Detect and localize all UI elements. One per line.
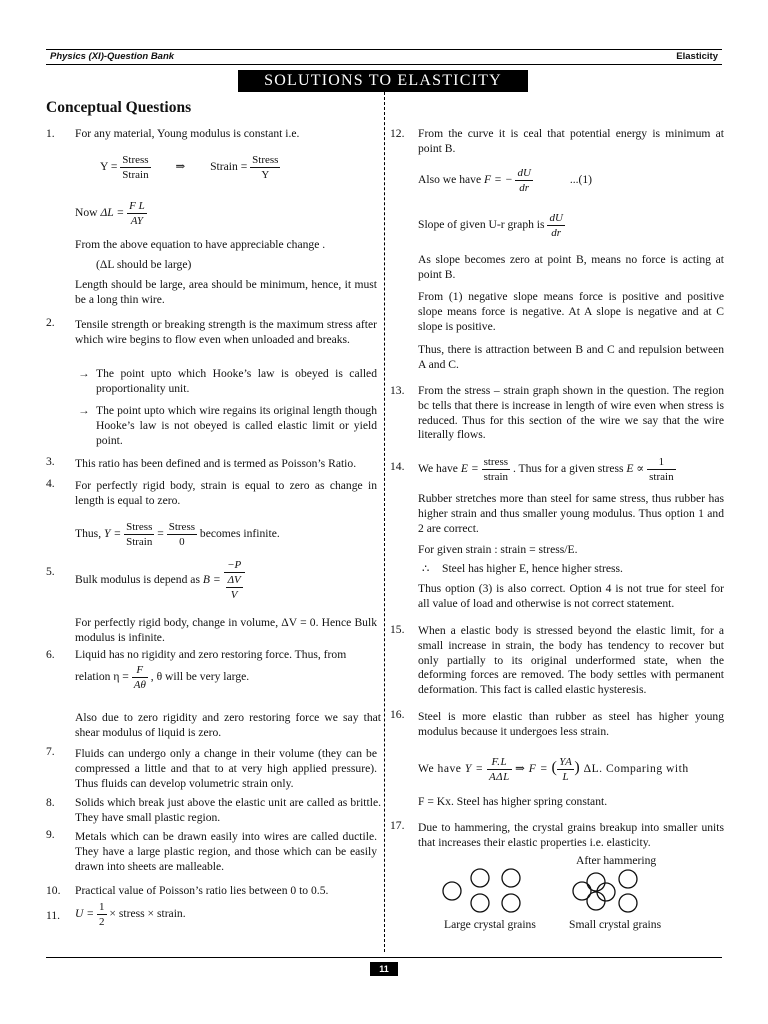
large-grain xyxy=(471,869,489,887)
q12-t2: From (1) negative slope means force is positive and positive slope means force is negative. At A slope is negative and at C slope is positive. xyxy=(418,290,724,333)
q1-numerator-2: Stress xyxy=(250,153,280,168)
q12-t3: Thus, there is attraction between B and C and repulsion between A and C. xyxy=(418,343,724,371)
q14-t1: Rubber stretches more than steel for same stress, thus rubber has higher strain and thus smaller young modulus. Thus option 1 and 2 are correct. xyxy=(418,492,724,535)
q16-fl: F.L xyxy=(487,755,512,770)
q14-e-eq: E = xyxy=(460,462,479,476)
small-grain xyxy=(587,873,605,891)
q12-slope: Slope of given U-r graph is xyxy=(418,218,545,232)
q11-half-fraction xyxy=(97,900,107,929)
q1-ay: AY xyxy=(130,215,144,228)
q14-t4: Thus option (3) is also correct. Option 4 is not true for steel for all value of load and otherwise is not correct statement. xyxy=(418,582,724,610)
q12-f-eq: F = − xyxy=(484,173,513,187)
q1-dl-eq: ΔL = xyxy=(100,206,125,220)
q6-theta: , θ xyxy=(150,670,163,684)
header-book-title: Physics (XI)-Question Bank xyxy=(50,51,175,62)
q2-bullet2-arrow: → xyxy=(78,404,90,417)
small-grain xyxy=(619,894,637,912)
q17-small-label: Small crystal grains xyxy=(569,918,662,931)
q2-text: Tensile strength or breaking strength is the maximum stress after which wire begins to flow even when unloaded and breaks. xyxy=(75,318,377,346)
q13-number: 13. xyxy=(390,384,405,397)
q5-text2: For perfectly rigid body, change in volume, ΔV = 0. Hence Bulk modulus is infinite. xyxy=(75,616,377,644)
q16-implies-f: ⇒ F = xyxy=(515,762,549,776)
q17-large-label: Large crystal grains xyxy=(444,918,536,931)
q7-text: Fluids can undergo only a change in their volume (they can be compressed a little and that to at very high applied pressure). Thus fluids can develop volumetric strain only. xyxy=(75,747,377,790)
small-grains xyxy=(573,870,637,912)
column-divider xyxy=(384,92,385,952)
q6-f: F xyxy=(132,663,148,678)
q11-u-eq: U = xyxy=(75,907,95,921)
q14-t3: Steel has higher E, hence higher stress. xyxy=(442,562,623,575)
section-title: Conceptual Questions xyxy=(46,99,192,116)
q1-intro: For any material, Young modulus is constant i.e. xyxy=(75,127,300,140)
q16-adl: AΔL xyxy=(488,771,510,784)
q1-text2: (ΔL should be large) xyxy=(96,258,192,271)
q6-eta-eq: η = xyxy=(113,670,129,684)
q12-formula-slope xyxy=(418,211,724,240)
q4-text: For perfectly rigid body, strain is equal to zero as change in length is equal to zero. xyxy=(75,479,377,507)
q15-number: 15. xyxy=(390,623,405,636)
q16-text: Steel is more elastic than rubber as steel has higher young modulus because it undergoes less strain. xyxy=(418,710,724,738)
q1-formula-dl xyxy=(75,199,275,228)
q15-text: When a elastic body is stressed beyond the elastic limit, for a small increase in strain, the body has tendency to recover but only partially to its original underformed state, when the deforming forces are removed. The body settles with permanent deformation. This fact is called elastic hysteresis. xyxy=(418,624,724,697)
q9-text: Metals which can be drawn easily into wires are called ductile. They have a large plastic region, and those which can be easily drawn into sheets are malleable. xyxy=(75,830,377,873)
q10-number: 10. xyxy=(46,884,61,897)
q3-number: 3. xyxy=(46,455,55,468)
crystal-grains-diagram xyxy=(436,866,666,918)
q4-eq: = xyxy=(157,527,164,541)
q11-two: 2 xyxy=(99,916,105,929)
q8-number: 8. xyxy=(46,796,55,809)
q5-dv: ΔV xyxy=(226,573,243,588)
q5-np: −P xyxy=(224,558,245,573)
q14-t2: For given strain : strain = stress/E. xyxy=(418,543,578,556)
q16-y-eq: Y = xyxy=(464,762,484,776)
q4-formula xyxy=(75,520,375,549)
solutions-banner: SOLUTIONS TO ELASTICITY xyxy=(238,70,528,92)
q17-after-label: After hammering xyxy=(576,854,657,867)
large-grain xyxy=(443,882,461,900)
q1-fl-ay-fraction xyxy=(127,199,147,228)
q14-strain: strain xyxy=(483,471,509,484)
large-grain xyxy=(502,894,520,912)
q1-stress-y-fraction xyxy=(250,153,280,182)
q14-therefore: ∴ xyxy=(422,562,430,575)
q12-number: 12. xyxy=(390,127,405,140)
q12-formula-force xyxy=(418,166,724,195)
q5-number: 5. xyxy=(46,565,55,578)
q12-equation-tag: ...(1) xyxy=(569,173,593,187)
q6-end: will be very large. xyxy=(165,670,250,684)
q5-dv-v xyxy=(224,573,245,602)
large-grain xyxy=(502,869,520,887)
small-grain xyxy=(587,892,605,910)
q12-du-2: dU xyxy=(547,211,564,226)
q2-bullet1-arrow: → xyxy=(78,367,90,380)
q1-formula-young xyxy=(100,153,380,182)
q1-denominator: Strain xyxy=(122,169,149,182)
q16-we-have: We have xyxy=(418,762,462,776)
q16-l: L xyxy=(562,771,570,784)
q14-strain2: strain xyxy=(649,471,674,484)
q6-fraction xyxy=(132,663,148,692)
q6-text: Liquid has no rigidity and zero restoring force. Thus, from xyxy=(75,648,347,661)
q14-mid: . Thus for a given stress xyxy=(512,462,624,476)
q3-text: This ratio has been defined and is termed as Poisson’s Ratio. xyxy=(75,457,357,470)
q16-t2: F = Kx. Steel has higher spring constant. xyxy=(418,795,608,808)
q14-one: 1 xyxy=(647,455,675,470)
q4-thus: Thus, xyxy=(75,527,102,541)
q11-formula xyxy=(75,900,375,929)
q4-stress-zero-fraction xyxy=(167,520,197,549)
q5-fraction xyxy=(224,558,245,602)
q1-text1: From the above equation to have appreciable change . xyxy=(75,238,326,251)
q16-ya: YA xyxy=(557,755,574,770)
q12-slope-fraction xyxy=(547,211,564,240)
q16-ya-l-fraction xyxy=(557,755,574,784)
q16-fl-adl-fraction xyxy=(487,755,512,784)
q12-dr: dr xyxy=(519,182,530,195)
q4-den2: 0 xyxy=(179,536,185,549)
q2-bullet2: The point upto which wire regains its original length though Hooke’s law is not obeyed is called elastic limit or yield point. xyxy=(96,404,377,447)
q11-one: 1 xyxy=(97,900,107,915)
q4-end: becomes infinite. xyxy=(199,527,280,541)
q6-atheta: Aθ xyxy=(133,679,146,692)
q5-formula xyxy=(75,558,375,602)
q8-text: Solids which break just above the elastic unit are called as brittle. They have small plastic region. xyxy=(75,796,381,824)
small-grain xyxy=(619,870,637,888)
q16-dl-comparing: ΔL. Comparing with xyxy=(583,762,689,776)
q6-number: 6. xyxy=(46,648,55,661)
small-grain xyxy=(597,883,615,901)
q17-text: Due to hammering, the crystal grains breakup into smaller units that increases their elastic properties i.e. elasticity. xyxy=(418,821,724,849)
q14-stress-strain-fraction xyxy=(482,455,510,484)
large-grain xyxy=(471,894,489,912)
q14-stress: stress xyxy=(482,455,510,470)
q6-text2: Also due to zero rigidity and zero restoring force we say that shear modulus of liquid is zero. xyxy=(75,711,381,739)
q10-text: Practical value of Poisson’s ratio lies between 0 to 0.5. xyxy=(75,884,329,897)
large-grains xyxy=(443,869,520,912)
q1-denominator-2: Y xyxy=(261,169,270,182)
q1-numerator: Stress xyxy=(120,153,150,168)
q13-text: From the stress – strain graph shown in the question. The region bc tells that there is increase in length of wire even when stress is reduced. Thus for this section of the wire we say that the wire literally flows. xyxy=(418,384,724,442)
q12-dr-2: dr xyxy=(551,227,562,240)
q5-text: Bulk modulus is depend as xyxy=(75,572,200,586)
q12-du: dU xyxy=(515,166,532,181)
q4-y-eq: Y = xyxy=(104,527,122,541)
q12-text: From the curve it is ceal that potential energy is minimum at point B. xyxy=(418,127,724,155)
q1-now: Now xyxy=(75,206,98,220)
q9-number: 9. xyxy=(46,828,55,841)
q16-number: 16. xyxy=(390,708,405,721)
q5-v: V xyxy=(230,589,238,602)
q17-number: 17. xyxy=(390,819,405,832)
q7-number: 7. xyxy=(46,745,55,758)
q2-bullet1: The point upto which Hooke’s law is obeyed is called proportionality unit. xyxy=(96,367,377,395)
page-header xyxy=(46,49,722,65)
q4-stress-strain-fraction xyxy=(124,520,154,549)
q11-number: 11. xyxy=(46,909,61,922)
q12-du-dr-fraction xyxy=(515,166,532,195)
q1-strain-eq: Strain = xyxy=(210,160,248,174)
q4-num1: Stress xyxy=(124,520,154,535)
q14-number: 14. xyxy=(390,460,405,473)
q1-fl: F L xyxy=(127,199,147,214)
q14-prop: E ∝ xyxy=(626,462,645,476)
q1-text3: Length should be large, area should be minimum, hence, it must be a long thin wire. xyxy=(75,278,377,306)
q12-t1: As slope becomes zero at point B, means no force is acting at point B. xyxy=(418,253,724,281)
q4-den1: Strain xyxy=(126,536,153,549)
header-chapter: Elasticity xyxy=(676,51,718,62)
q2-number: 2. xyxy=(46,316,55,329)
q1-implies: ⇒ xyxy=(175,160,186,174)
q14-formula xyxy=(418,455,724,484)
q6-formula xyxy=(75,663,375,692)
footer-rule xyxy=(46,957,722,958)
q16-formula: We have Y = F.L AΔL ⇒ F = ( $\frac{YA}{L}$ ) ΔL. Comparing with xyxy=(418,756,689,784)
q12-also: Also we have xyxy=(418,173,482,187)
q4-number: 4. xyxy=(46,477,55,490)
q6-relation: relation xyxy=(75,670,111,684)
q14-inverse-fraction xyxy=(647,455,675,484)
q1-number: 1. xyxy=(46,127,55,140)
q4-num2: Stress xyxy=(167,520,197,535)
q14-we-have: We have xyxy=(418,462,458,476)
q5-b-eq: B = xyxy=(202,572,221,586)
q1-y-eq: Y = xyxy=(100,160,118,174)
page-number: 11 xyxy=(370,962,398,976)
q1-stress-strain-fraction xyxy=(120,153,150,182)
q11-rest: × stress × strain. xyxy=(109,907,186,921)
